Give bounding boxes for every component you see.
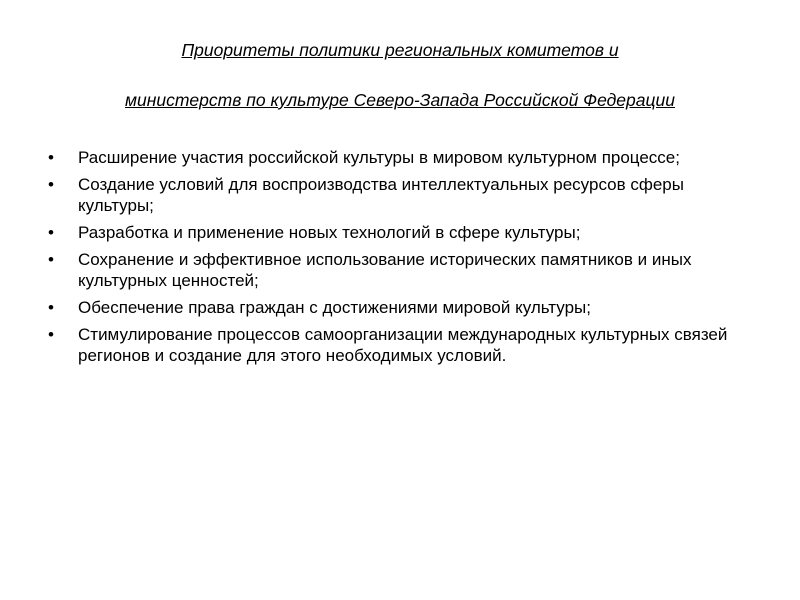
slide-title-line-2: министерств по культуре Северо-Запада Российской Федерации (125, 90, 675, 110)
bullet-item (48, 249, 748, 291)
bullet-item (48, 324, 748, 366)
bullet-icon: • (48, 148, 54, 167)
bullet-text: Сохранение и эффективное использование исторических памятников и иных культурных ценностей; (78, 250, 692, 290)
bullet-item (48, 174, 748, 216)
slide-title-line-1: Приоритеты политики региональных комитетов и (181, 40, 619, 60)
bullet-list (48, 147, 748, 372)
bullet-text: Разработка и применение новых технологий в сфере культуры; (78, 223, 581, 242)
bullet-text: Обеспечение права граждан с достижениями мировой культуры; (78, 298, 591, 317)
bullet-text: Расширение участия российской культуры в мировом культурном процессе; (78, 148, 680, 167)
bullet-icon: • (48, 250, 54, 269)
bullet-item (48, 297, 748, 318)
bullet-icon: • (48, 325, 54, 344)
bullet-icon: • (48, 298, 54, 317)
bullet-text: Создание условий для воспроизводства интеллектуальных ресурсов сферы культуры; (78, 175, 684, 215)
bullet-item (48, 147, 748, 168)
bullet-item (48, 222, 748, 243)
bullet-text: Стимулирование процессов самоорганизации международных культурных связей регионов и создание для этого необходимых условий. (78, 325, 728, 365)
bullet-icon: • (48, 175, 54, 194)
bullet-icon: • (48, 223, 54, 242)
